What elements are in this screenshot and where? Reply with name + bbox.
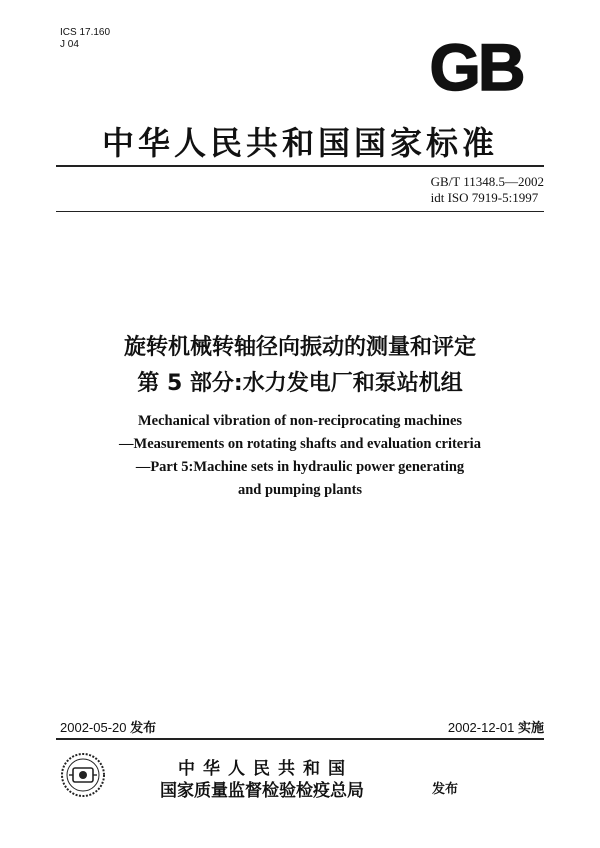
issuing-authority bbox=[160, 758, 364, 802]
gb-logo-text: GB bbox=[429, 34, 523, 96]
ccs-code: J 04 bbox=[60, 39, 79, 50]
chinese-title-line1: 旋转机械转轴径向振动的测量和评定 bbox=[123, 335, 476, 360]
top-divider bbox=[56, 165, 544, 167]
bottom-divider bbox=[56, 738, 544, 740]
english-title-line: Mechanical vibration of non-reciprocating machines bbox=[137, 413, 463, 429]
issue-date-line bbox=[60, 717, 156, 736]
issuer-seal-icon bbox=[60, 752, 106, 798]
gb-logo bbox=[420, 34, 532, 96]
standard-codes bbox=[431, 174, 544, 206]
ics-code: ICS 17.160 bbox=[60, 27, 111, 38]
issuer-agency: 国家质量监督检验检疫总局 bbox=[160, 781, 364, 801]
codes-divider bbox=[56, 211, 544, 212]
implement-label: 实施 bbox=[517, 721, 544, 736]
chinese-title-line2: 第 5 部分:水力发电厂和泵站机组 bbox=[137, 371, 463, 396]
standard-number: GB/T 11348.5—2002 bbox=[430, 174, 544, 189]
implement-date: 2002-12-01 bbox=[447, 720, 515, 735]
standard-type-title: 中华人民共和国国家标准 bbox=[101, 124, 498, 162]
implement-date-line bbox=[448, 717, 544, 736]
english-title-line: and pumping plants bbox=[237, 482, 363, 498]
classification-codes bbox=[60, 27, 110, 51]
english-title bbox=[0, 410, 600, 502]
publish-label: 发布 bbox=[432, 782, 459, 797]
issuer-country: 中华人民共和国 bbox=[178, 759, 353, 779]
issue-date: 2002-05-20 bbox=[60, 720, 127, 735]
issue-label: 发布 bbox=[130, 721, 157, 736]
idt-reference: idt ISO 7919-5:1997 bbox=[430, 190, 539, 205]
english-title-line: —Part 5:Machine sets in hydraulic power generating bbox=[135, 459, 465, 475]
english-title-line: —Measurements on rotating shafts and evaluation criteria bbox=[119, 436, 481, 452]
